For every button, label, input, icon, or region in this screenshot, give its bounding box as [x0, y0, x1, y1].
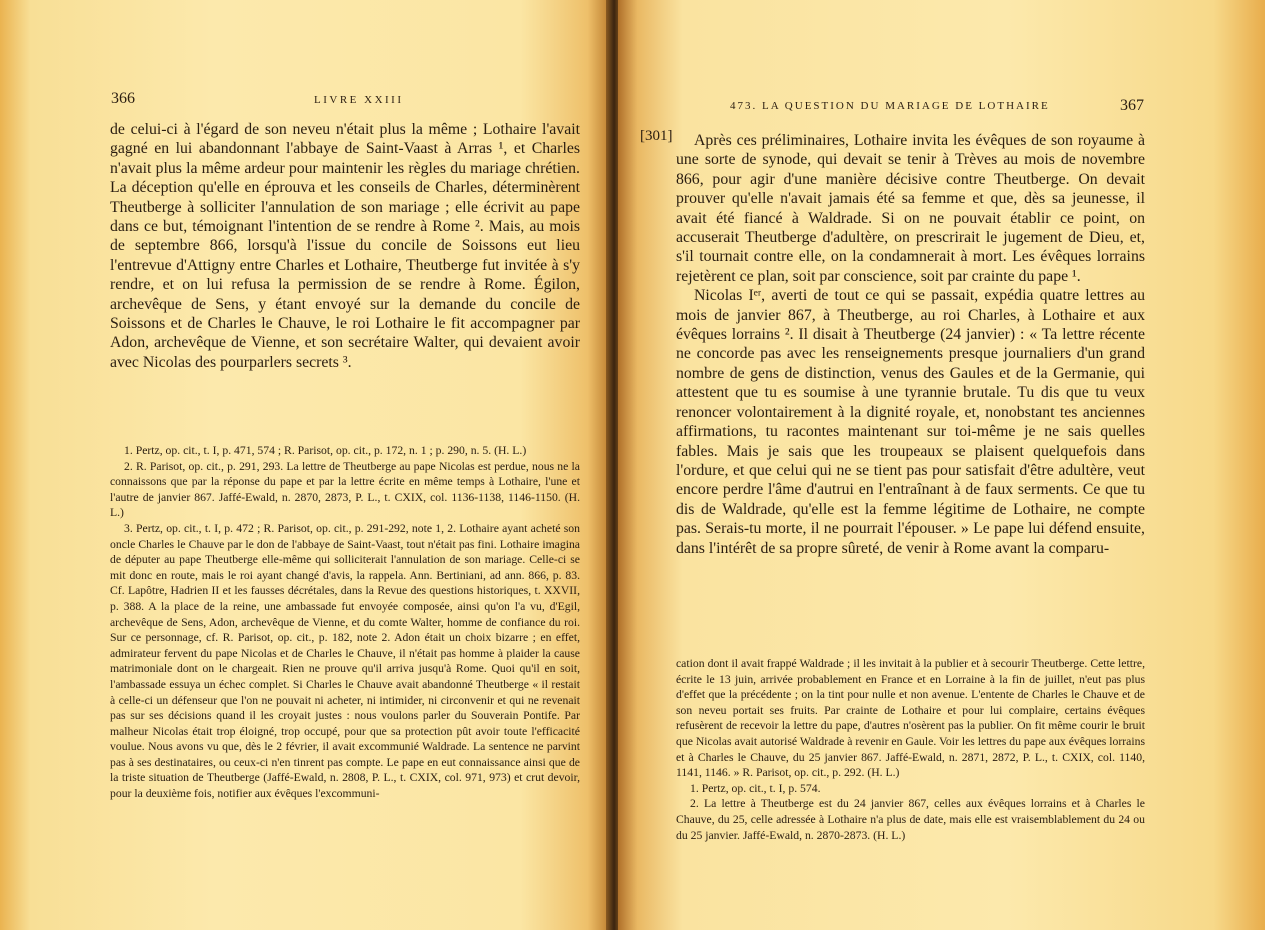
margin-page-marker: [301] — [640, 128, 673, 144]
main-text — [676, 131, 1145, 558]
footnote: 1. Pertz, op. cit., t. I, p. 574. — [690, 781, 821, 795]
footnote: 2. La lettre à Theutberge est du 24 janvier 867, celles aux évêques lorrains et à Charles le Chauve, du 25, celle adressée à Lothaire n'a plus de date, mais elle est vraisemblablement du 24 ou du 25 janvier. Jaffé-Ewald, n. 2870-2873. (H. L.) — [676, 797, 1145, 842]
running-head: 473. LA QUESTION DU MARIAGE DE LOTHAIRE — [730, 100, 1050, 112]
footnote: 3. Pertz, op. cit., t. I, p. 472 ; R. Parisot, op. cit., p. 291-292, note 1, 2. Lothaire ayant acheté son oncle Charles le Chauve par le don de l'abbaye de Saint-Vaast, tout n'était pas fini. Lothaire imagina de députer au pape Theutberge elle-même qui solliciterait l'annulation de son mariage. Celle-ci se mit donc en route, mais le roi ayant changé d'avis, la rappela. Ann. Bertiniani, ad ann. 866, p. 83. Cf. Lapôtre, Hadrien II et les fausses décrétales, dans la Revue des questions historiques, t. XXVII, p. 388. A la place de la reine, une ambassade fut envoyée composée, ainsi qu'on l'a vu, d'Egil, archevêque de Sens, Adon, archevêque de Vienne, et du comte Walter, homme de confiance du roi. Sur ce personnage, cf. R. Parisot, op. cit., p. 182, note 2. Adon était un choix bizarre ; en effet, admirateur fervent du pape Nicolas et de Charles le Chauve, il n'était pas homme à plaider la cause matrimoniale dont on le chargeait. Rien ne prouve qu'il arriva jusqu'à Rome. Quoi qu'il en soit, l'ambassade essuya un échec complet. Si Charles le Chauve avait abandonné Theutberge « il restait à celle-ci un défenseur que l'on ne pouvait ni acheter, ni intimider, ni circonvenir et qui ne revenait pas sur ses décisions quand il les croyait justes : nous voulons parler du Souverain Pontife. Par malheur Nicolas était trop éloigné, trop occupé, pour que sa protection pût avoir toute l'efficacité voulue. Nous avons vu que, dès le 2 février, il avait excommunié Waldrade. La sentence ne parvint pas à ses destinataires, ou ceux-ci n'en tinrent pas compte. Le pape en eut connaissance ainsi que de la triste situation de Theutberge (Jaffé-Ewald, n. 2808, P. L., t. CXIX, col. 971, 973) et crut devoir, pour la deuxième fois, notifier aux évêques l'excommuni- — [110, 521, 580, 801]
left-page — [0, 0, 612, 930]
right-page — [618, 0, 1265, 930]
footnote: 1. Pertz, op. cit., t. I, p. 471, 574 ; R. Parisot, op. cit., p. 172, n. 1 ; p. 290, n. 5. (H. L.) — [124, 444, 527, 457]
page-number: 366 — [111, 90, 135, 107]
footnotes — [110, 443, 580, 802]
footnote: 2. R. Parisot, op. cit., p. 291, 293. La lettre de Theutberge au pape Nicolas est perdue, nous ne la connaissons que par la réponse du pape et par la lettre écrite en même temps à Lothaire, l'une et l'autre de janvier 867. Jaffé-Ewald, n. 2870, 2873, P. L., t. CXIX, col. 1136-1138, 1146-1150. (H. L.) — [110, 459, 580, 520]
main-text — [110, 120, 580, 372]
paragraph: de celui-ci à l'égard de son neveu n'était plus la même ; Lothaire l'avait gagné en lui abandonnant l'abbaye de Saint-Vaast à Arras ¹, et Charles n'avait plus la même ardeur pour maintenir les règles du mariage chrétien. La déception qu'elle en éprouva et les conseils de Charles, déterminèrent Theutberge à solliciter l'annulation de son mariage ; elle écrivit au pape dans ce but, témoignant l'intention de se rendre à Rome ². Mais, au mois de septembre 866, lorsqu'à l'issue du concile de Soissons eut lieu l'entrevue d'Attigny entre Charles et Lothaire, Theutberge fut invitée à s'y rendre, et on lui refusa la permission de se rendre à Rome. Égilon, archevêque de Sens, y étant envoyé sur la demande du concile de Soissons et de Charles le Chauve, le roi Lothaire le fit accompagner par Adon, archevêque de Vienne, et son secrétaire Walter, qui devaient avoir avec Nicolas des pourparlers secrets ³. — [110, 121, 580, 371]
paragraph: Après ces préliminaires, Lothaire invita les évêques de son royaume à une sorte de synode, qui devait se tenir à Trèves au mois de novembre 866, pour agir d'une manière décisive contre Theutberge. On devait prouver qu'elle n'avait jamais été sa femme et que, dès sa jeunesse, il avait été fiancé à Waldrade. Si on ne pouvait établir ce point, on accuserait Theutberge d'adultère, on prescrirait le jugement de Dieu, et, s'il tournait contre elle, on la condamnerait à mort. Les évêques lorrains rejetèrent ce plan, soit par conscience, soit par crainte du pape ¹. — [676, 132, 1145, 285]
paragraph: Nicolas Iᵉʳ, averti de tout ce qui se passait, expédia quatre lettres au mois de janvier 867, à Theutberge, au roi Charles, à Lothaire et aux évêques lorrains ². Il disait à Theutberge (24 janvier) : « Ta lettre récente ne concorde pas avec les renseignements presque journaliers d'un grand nombre de gens de distinction, venus des Gaules et de la Germanie, qui attestent que tu es soumise à une tyrannie brutale. Tu dis que tu veux renoncer volontairement à la dignité royale, et, nonobstant tes anciennes affirmations, tu racontes maintenant sur toi-même je ne sais quelles fables. Mais je sais que les troupeaux se plaisent quelquefois dans l'ordure, et que celui qui ne se tient pas pour satisfait d'être adultère, veut encore perdre l'âme d'autrui en l'entraînant à de faux serments. Ce que tu dis de Waldrade, qu'elle est la femme légitime de Lothaire, ne compte pas. Serais-tu morte, il ne pourrait l'épouser. » Le pape lui défend ensuite, dans l'intérêt de sa propre sûreté, de venir à Rome avant la comparu- — [676, 287, 1145, 557]
page-number: 367 — [1120, 97, 1144, 114]
footnotes — [676, 656, 1145, 843]
running-head: LIVRE XXIII — [314, 94, 404, 106]
footnote-continuation: cation dont il avait frappé Waldrade ; il les invitait à la publier et à secourir Theutberge. Cette lettre, écrite le 13 juin, arrivée probablement en France et en Lorraine à la fin de juillet, n'eut pas plus d'effet que la précédente ; on la tint pour nulle et non avenue. L'entente de Charles le Chauve et de son neveu portait ses fruits. Par crainte de Lothaire et pour lui complaire, certains évêques refusèrent de recevoir la lettre du pape, d'autres n'osèrent pas la publier. On fit même courir le bruit que Nicolas avait autorisé Waldrade à revenir en Gaule. Voir les lettres du pape aux évêques lorrains et à Charles le Chauve, du 25 janvier 867. Jaffé-Ewald, n. 2871, 2872, P. L., t. CXIX, col. 1140, 1141, 1146. » R. Parisot, op. cit., p. 292. (H. L.) — [676, 657, 1145, 780]
